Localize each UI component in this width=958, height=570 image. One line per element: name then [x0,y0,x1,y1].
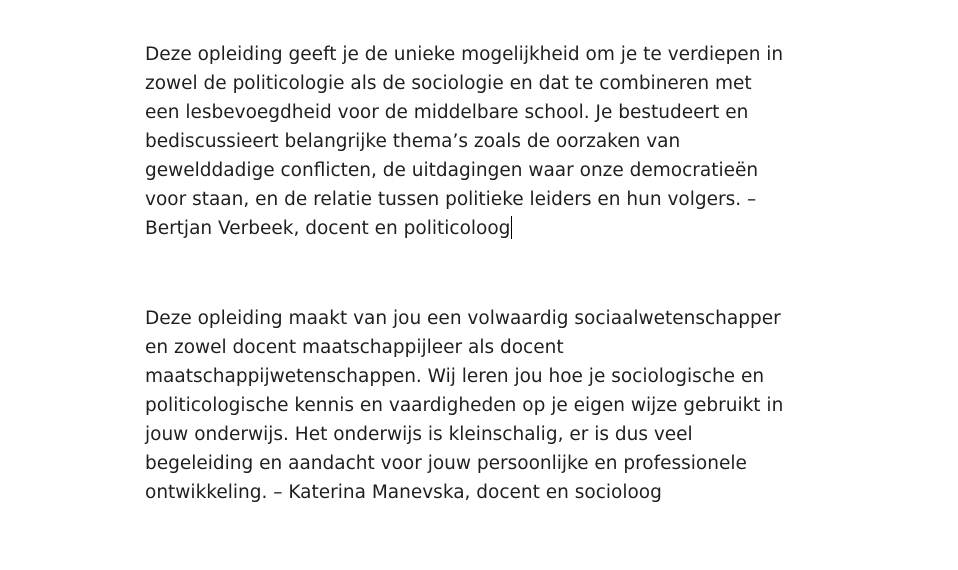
text-line: bediscussieert belangrijke thema’s zoals de oorzaken van [145,131,681,152]
text-line: ontwikkeling. – Katerina Manevska, docent en socioloog [145,482,662,503]
text-line: Deze opleiding geeft je de unieke mogelijkheid om je te verdiepen in [145,44,784,65]
quote-paragraph-manevska[interactable] [145,304,785,507]
text-line: begeleiding en aandacht voor jouw persoonlijke en professionele [145,453,747,474]
text-line: voor staan, en de relatie tussen politieke leiders en hun volgers. – [145,189,757,210]
text-cursor [511,216,512,239]
text-line: Deze opleiding maakt van jou een volwaardig sociaalwetenschapper [145,308,781,329]
attribution-text: Bertjan Verbeek, docent en politicoloog [145,218,511,239]
text-line: zowel de politicologie als de sociologie en dat te combineren met [145,73,752,94]
text-line: gewelddadige conflicten, de uitdagingen waar onze democratieën [145,160,759,181]
quote-paragraph-verbeek[interactable] [145,40,785,243]
text-line: politicologische kennis en vaardigheden op je eigen wijze gebruikt in [145,395,784,416]
text-line: jouw onderwijs. Het onderwijs is kleinschalig, er is dus veel [145,424,693,445]
text-line: maatschappijwetenschappen. Wij leren jou hoe je sociologische en [145,366,765,387]
text-line-last [145,214,785,243]
text-line: en zowel docent maatschappijleer als docent [145,337,564,358]
text-line: een lesbevoegdheid voor de middelbare school. Je bestudeert en [145,102,749,123]
